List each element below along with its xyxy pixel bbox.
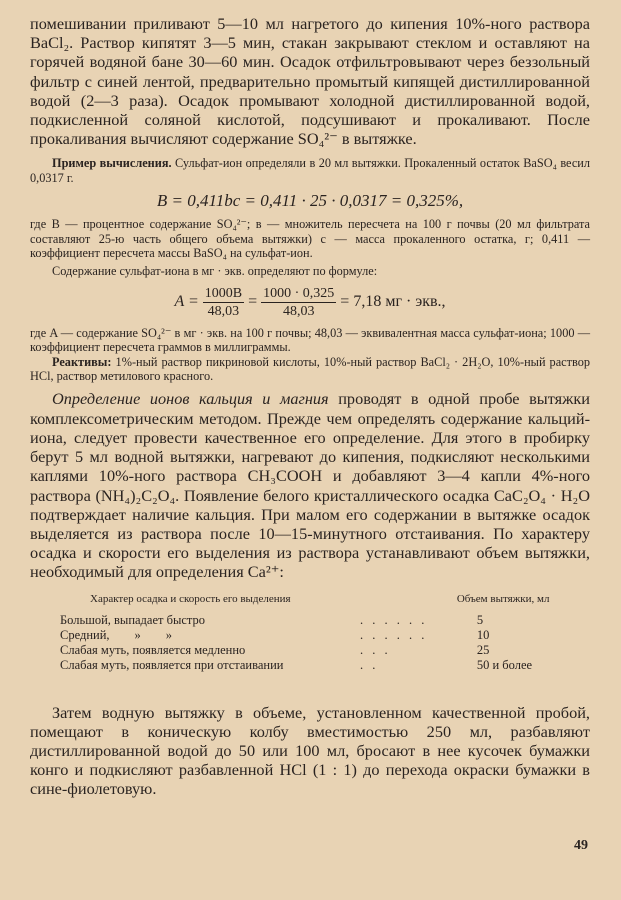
formula-b-explanation: где B — процентное содержание SO₄²⁻; в — множитель пересчета на 100 г почвы (20 мл фильтрата составляют 25-ю часть общего объема вытяжки) c — масса прокаленного остатка, г; 0,411 — коэффициент пересчета массы BaSO₄ на сульфат-ион. [30, 217, 590, 261]
formula-b: B = 0,411bc = 0,411 · 25 · 0,0317 = 0,325%, [156, 191, 464, 211]
table-cell-volume: 25 [476, 642, 490, 657]
table-cell-desc: Большой, выпадает быстро [60, 612, 206, 627]
example-label: Пример вычисления. [52, 156, 172, 171]
calcium-title: Определение ионов кальция и магния [52, 389, 329, 409]
table-row [30, 658, 590, 673]
page-number: 49 [574, 838, 588, 853]
table-cell-leader: . . . . . . [360, 612, 428, 627]
table-row [30, 643, 590, 658]
formula-a-lhs: A = [174, 293, 199, 311]
top-paragraph: помешивании приливают 5—10 мл нагретого до кипения 10%-ного раствора BaCl₂. Раствор кипятят 3—5 мин, стакан закрывают стеклом и оставляют на горячей водяной бане 30—60 мин. Осадок отфильтровывают через беззольный фильтр с синей лентой, предварительно промытый кипящей дистиллированной водой (2—3 раза). Осадок промывают холодной дистиллированной водой, подкисленной соляной кислотой, подсушивают и прокаливают. После прокаливания вычисляют содержание SO₄²⁻ в вытяжке. [30, 14, 590, 149]
sediment-volume-table [30, 588, 590, 673]
formula-a-equals: = [248, 293, 258, 311]
table-row [30, 613, 590, 628]
fraction-1-denominator: 48,03 [207, 303, 240, 319]
fraction-1-numerator: 1000B [204, 285, 243, 301]
formula-a-result: = 7,18 мг · экв., [340, 293, 446, 311]
table-cell-desc: Слабая муть, появляется медленно [60, 642, 246, 657]
formula-a-fraction-1 [203, 285, 244, 320]
reagents-label: Реактивы: [52, 354, 112, 369]
table-cell-desc: Средний, » » [60, 627, 173, 642]
reagents-paragraph [30, 355, 590, 384]
calcium-text: проводят в одной пробе вытяжки комплексометрическим методом. Прежде чем определять содержание кальций-иона, следует провести качественное его определение. Для этого в пробирку берут 5 мл водной вытяжки, нагревают до кипения, подкисляют несколькими каплями 10%-ного раствора CH₃COOH и добавляют 3—4 капли 4%-ного раствора (NH₄)₂C₂O₄. Появление белого кристаллического осадка CaC₂O₄ · H₂O подтверждает наличие кальция. При малом его содержании в вытяжке осадок выделяется из раствора после 10—15-минутного отстаивания. По характеру осадка и скорости его выделения из раствора устанавливают объем вытяжки, необходимый для определения Ca²⁺: [30, 389, 590, 582]
table-cell-leader: . . . . . . [360, 627, 428, 642]
reagents-text: 1%-ный раствор пикриновой кислоты, 10%-ный раствор BaCl₂ · 2H₂O, 10%-ный раствор HCl, раствор метилового красного. [30, 354, 590, 384]
calcium-paragraph [30, 389, 590, 581]
bottom-paragraph: Затем водную вытяжку в объеме, установленном качественной пробой, помещают в коническую колбу вместимостью 250 мл, разбавляют дистиллированной водой до 50 или 100 мл, бросают в нее кусочек бумажки конго и подкисляют разбавленной HCl (1 : 1) до перехода окраски бумажки в сине-фиолетовую. [30, 702, 590, 799]
table-cell-leader: . . [360, 657, 379, 672]
formula-a-intro: Содержание сульфат-иона в мг · экв. определяют по формуле: [52, 264, 378, 279]
table-header-character: Характер осадка и скорость его выделения [90, 592, 291, 605]
formula-a-explanation: где A — содержание SO₄²⁻ в мг · экв. на 100 г почвы; 48,03 — эквивалентная масса сульфат-иона; 1000 — коэффициент пересчета граммов в миллиграммы. [30, 325, 590, 355]
formula-a-fraction-2 [261, 285, 336, 320]
fraction-2-denominator: 48,03 [282, 303, 315, 319]
example-text: Сульфат-ион определяли в 20 мл вытяжки. Прокаленный остаток BaSO₄ весил 0,0317 г. [30, 156, 590, 185]
table-header-volume: Объем вытяжки, мл [456, 592, 550, 605]
table-cell-volume: 10 [476, 627, 490, 642]
book-page [30, 14, 590, 799]
example-paragraph [30, 156, 590, 185]
fraction-2-numerator: 1000 · 0,325 [263, 285, 335, 301]
table-cell-desc: Слабая муть, появляется при отстаивании [60, 657, 284, 672]
table-cell-volume: 50 и более [476, 657, 533, 672]
formula-a [30, 285, 590, 320]
table-cell-volume: 5 [476, 612, 484, 627]
table-row [30, 628, 590, 643]
table-cell-leader: . . . [360, 642, 391, 657]
